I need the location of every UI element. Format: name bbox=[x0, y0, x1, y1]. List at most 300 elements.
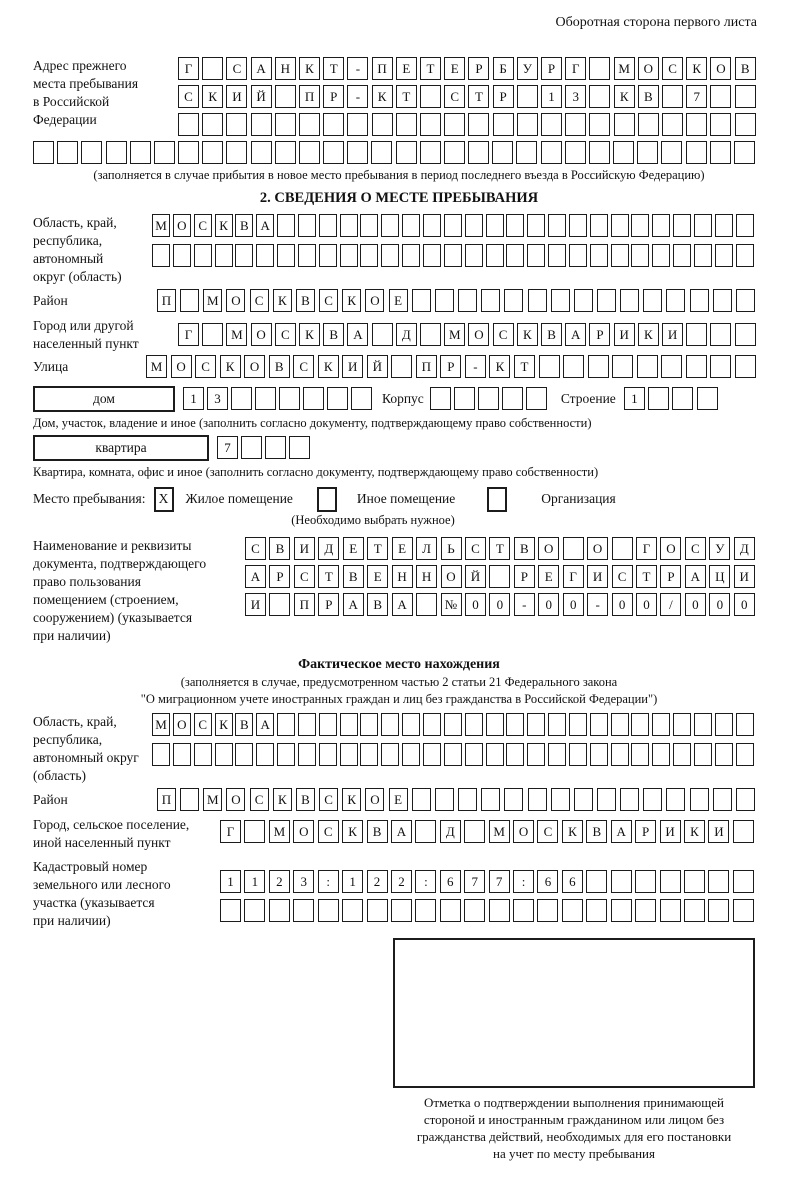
region-label bbox=[33, 214, 152, 286]
char-cell bbox=[638, 113, 659, 136]
label-line: республика, bbox=[33, 731, 103, 747]
char-cell: Й bbox=[465, 565, 486, 588]
char-cell: П bbox=[372, 57, 393, 80]
char-cell: К bbox=[342, 289, 361, 312]
apartment-word-box: квартира bbox=[33, 435, 209, 461]
char-cell bbox=[381, 713, 399, 736]
char-cell bbox=[492, 141, 513, 164]
char-cell bbox=[416, 593, 437, 616]
char-cell bbox=[180, 289, 199, 312]
char-cell bbox=[319, 214, 337, 237]
char-cell: К bbox=[318, 355, 339, 378]
char-cell bbox=[736, 788, 755, 811]
char-cell bbox=[733, 899, 754, 922]
char-cell: Р bbox=[318, 593, 339, 616]
char-cell: К bbox=[299, 57, 320, 80]
char-cell: 2 bbox=[391, 870, 412, 893]
char-cell bbox=[673, 743, 691, 766]
char-cell bbox=[735, 113, 756, 136]
char-cell: О bbox=[226, 289, 245, 312]
char-cell bbox=[279, 387, 300, 410]
char-cell bbox=[152, 244, 170, 267]
char-cell bbox=[710, 113, 731, 136]
char-cell: Е bbox=[389, 289, 408, 312]
char-cell bbox=[736, 713, 754, 736]
char-cell bbox=[504, 788, 523, 811]
char-cell bbox=[631, 244, 649, 267]
label-line: автономный округ bbox=[33, 749, 139, 765]
label-line: при наличии) bbox=[33, 912, 111, 928]
char-cell bbox=[465, 713, 483, 736]
char-cell bbox=[277, 244, 295, 267]
char-cell bbox=[340, 214, 358, 237]
char-cell bbox=[465, 214, 483, 237]
char-cell bbox=[710, 85, 731, 108]
char-cell: Л bbox=[416, 537, 437, 560]
label-line: гражданства действий, необходимых для его постановки bbox=[416, 1128, 732, 1144]
char-cell bbox=[611, 870, 632, 893]
char-cell bbox=[684, 899, 705, 922]
char-cell bbox=[613, 141, 634, 164]
char-cell: С bbox=[465, 537, 486, 560]
house-word-box: дом bbox=[33, 386, 175, 412]
char-cell: 0 bbox=[465, 593, 486, 616]
char-cell bbox=[548, 214, 566, 237]
region-block bbox=[33, 214, 765, 286]
char-cell bbox=[402, 713, 420, 736]
char-cell: В bbox=[541, 323, 562, 346]
char-cell: Р bbox=[660, 565, 681, 588]
char-cell: Г bbox=[565, 57, 586, 80]
char-cell bbox=[235, 244, 253, 267]
char-cell: В bbox=[735, 57, 756, 80]
char-cell: С bbox=[319, 289, 338, 312]
char-cell bbox=[152, 743, 170, 766]
char-cell bbox=[360, 214, 378, 237]
char-cell: А bbox=[251, 57, 272, 80]
char-cell: И bbox=[660, 820, 681, 843]
char-cell bbox=[708, 870, 729, 893]
char-cell: П bbox=[416, 355, 437, 378]
char-cell bbox=[528, 289, 547, 312]
char-cell bbox=[548, 743, 566, 766]
char-cell bbox=[220, 899, 241, 922]
district-row bbox=[157, 289, 755, 312]
char-cell bbox=[277, 214, 295, 237]
char-cell: О bbox=[365, 788, 384, 811]
char-cell bbox=[589, 113, 610, 136]
char-cell: Г bbox=[178, 323, 199, 346]
label-line: Адрес прежнего bbox=[33, 57, 127, 73]
char-cell bbox=[563, 537, 584, 560]
char-cell bbox=[684, 870, 705, 893]
char-cell: О bbox=[244, 355, 265, 378]
char-cell: М bbox=[489, 820, 510, 843]
char-cell: Г bbox=[178, 57, 199, 80]
char-cell bbox=[298, 244, 316, 267]
char-cell: К bbox=[686, 57, 707, 80]
char-cell bbox=[736, 743, 754, 766]
char-cell bbox=[694, 214, 712, 237]
prev-address-cells bbox=[178, 57, 756, 136]
char-cell bbox=[420, 323, 441, 346]
char-cell: Г bbox=[636, 537, 657, 560]
char-cell: - bbox=[347, 85, 368, 108]
char-cell bbox=[516, 141, 537, 164]
char-cell: - bbox=[587, 593, 608, 616]
char-cell bbox=[81, 141, 102, 164]
prev-address-row-2 bbox=[178, 85, 756, 108]
actual-district-label: Район bbox=[33, 791, 68, 807]
char-cell: С bbox=[294, 565, 315, 588]
char-cell: 1 bbox=[541, 85, 562, 108]
apartment-note: Квартира, комната, офис и иное (заполнить согласно документу, подтверждающему право собственности) bbox=[33, 464, 599, 479]
char-cell: М bbox=[146, 355, 167, 378]
house-note: Дом, участок, владение и иное (заполнить согласно документу, подтверждающему право собственности) bbox=[33, 415, 592, 430]
char-cell bbox=[736, 289, 755, 312]
char-cell bbox=[612, 537, 633, 560]
char-cell: 1 bbox=[220, 870, 241, 893]
char-cell: П bbox=[157, 289, 176, 312]
char-cell: - bbox=[347, 57, 368, 80]
char-cell bbox=[611, 899, 632, 922]
char-cell: К bbox=[489, 355, 510, 378]
char-cell bbox=[396, 141, 417, 164]
char-cell bbox=[481, 788, 500, 811]
char-cell bbox=[412, 289, 431, 312]
char-cell: С bbox=[178, 85, 199, 108]
char-cell: И bbox=[587, 565, 608, 588]
char-cell bbox=[256, 743, 274, 766]
char-cell bbox=[340, 743, 358, 766]
char-cell: В bbox=[296, 788, 315, 811]
char-cell bbox=[662, 85, 683, 108]
char-cell: О bbox=[468, 323, 489, 346]
char-cell: О bbox=[513, 820, 534, 843]
actual-location-subtitle bbox=[33, 674, 765, 708]
char-cell bbox=[178, 141, 199, 164]
char-cell bbox=[493, 113, 514, 136]
char-cell: 3 bbox=[293, 870, 314, 893]
char-cell bbox=[371, 141, 392, 164]
char-cell: А bbox=[392, 593, 413, 616]
char-cell: Р bbox=[269, 565, 290, 588]
char-cell bbox=[612, 355, 633, 378]
char-cell bbox=[489, 565, 510, 588]
char-cell bbox=[506, 214, 524, 237]
char-cell: М bbox=[226, 323, 247, 346]
char-cell: - bbox=[465, 355, 486, 378]
char-cell: А bbox=[565, 323, 586, 346]
char-cell bbox=[275, 141, 296, 164]
char-cell bbox=[635, 899, 656, 922]
char-cell bbox=[360, 743, 378, 766]
cadastral-cells bbox=[220, 870, 754, 922]
char-cell: Д bbox=[318, 537, 339, 560]
char-cell: 1 bbox=[342, 870, 363, 893]
char-cell bbox=[541, 113, 562, 136]
char-cell bbox=[372, 113, 393, 136]
char-cell: К bbox=[215, 214, 233, 237]
char-cell: Т bbox=[420, 57, 441, 80]
char-cell: А bbox=[611, 820, 632, 843]
char-cell bbox=[180, 788, 199, 811]
char-cell: О bbox=[251, 323, 272, 346]
korpus-cells bbox=[430, 387, 547, 410]
char-cell bbox=[303, 387, 324, 410]
char-cell bbox=[590, 244, 608, 267]
char-cell bbox=[735, 355, 756, 378]
char-cell bbox=[327, 387, 348, 410]
char-cell bbox=[381, 244, 399, 267]
char-cell: Е bbox=[367, 565, 388, 588]
char-cell bbox=[715, 214, 733, 237]
char-cell bbox=[569, 743, 587, 766]
char-cell bbox=[635, 870, 656, 893]
char-cell bbox=[489, 899, 510, 922]
char-cell: К bbox=[684, 820, 705, 843]
char-cell: Р bbox=[468, 57, 489, 80]
char-cell bbox=[513, 899, 534, 922]
char-cell: К bbox=[342, 788, 361, 811]
actual-city-label bbox=[33, 816, 220, 852]
apartment-row bbox=[33, 435, 765, 461]
char-cell bbox=[33, 141, 54, 164]
char-cell: И bbox=[614, 323, 635, 346]
char-cell bbox=[244, 820, 265, 843]
char-cell: К bbox=[372, 85, 393, 108]
char-cell: 0 bbox=[734, 593, 755, 616]
char-cell: О bbox=[171, 355, 192, 378]
char-cell: С bbox=[195, 355, 216, 378]
char-cell bbox=[574, 788, 593, 811]
char-cell: В bbox=[235, 214, 253, 237]
label-line: населенный пункт bbox=[33, 335, 139, 351]
char-cell bbox=[202, 57, 223, 80]
char-cell bbox=[347, 141, 368, 164]
char-cell: И bbox=[662, 323, 683, 346]
char-cell bbox=[541, 141, 562, 164]
char-cell bbox=[298, 214, 316, 237]
label-line: Город, сельское поселение, bbox=[33, 816, 190, 832]
char-cell: М bbox=[203, 788, 222, 811]
district-label: Район bbox=[33, 292, 68, 308]
char-cell bbox=[734, 141, 755, 164]
char-cell bbox=[713, 788, 732, 811]
char-cell bbox=[360, 244, 378, 267]
char-cell: А bbox=[685, 565, 706, 588]
char-cell bbox=[652, 214, 670, 237]
char-cell: Т bbox=[396, 85, 417, 108]
char-cell bbox=[589, 85, 610, 108]
char-cell bbox=[736, 244, 754, 267]
char-cell: С bbox=[537, 820, 558, 843]
char-cell bbox=[396, 113, 417, 136]
actual-location-title: Фактическое место нахождения bbox=[298, 656, 500, 672]
char-cell: А bbox=[245, 565, 266, 588]
char-cell bbox=[226, 113, 247, 136]
char-cell: Т bbox=[468, 85, 489, 108]
char-cell bbox=[381, 743, 399, 766]
char-cell bbox=[423, 713, 441, 736]
char-cell: 1 bbox=[624, 387, 645, 410]
document-row-2 bbox=[245, 565, 755, 588]
char-cell: С bbox=[493, 323, 514, 346]
char-cell: С bbox=[194, 214, 212, 237]
char-cell bbox=[468, 113, 489, 136]
char-cell: К bbox=[220, 355, 241, 378]
char-cell bbox=[226, 141, 247, 164]
char-cell: 0 bbox=[489, 593, 510, 616]
char-cell: С bbox=[245, 537, 266, 560]
prev-address-row-1 bbox=[178, 57, 756, 80]
char-cell: : bbox=[415, 870, 436, 893]
char-cell: - bbox=[514, 593, 535, 616]
char-cell: С bbox=[662, 57, 683, 80]
char-cell: О bbox=[365, 289, 384, 312]
document-block bbox=[33, 537, 765, 645]
char-cell bbox=[202, 323, 223, 346]
char-cell bbox=[694, 713, 712, 736]
char-cell bbox=[194, 244, 212, 267]
char-cell: Т bbox=[636, 565, 657, 588]
char-cell bbox=[733, 820, 754, 843]
char-cell bbox=[391, 899, 412, 922]
house-cells bbox=[183, 387, 372, 410]
char-cell: В bbox=[269, 355, 290, 378]
char-cell bbox=[611, 713, 629, 736]
char-cell: В bbox=[269, 537, 290, 560]
char-cell bbox=[611, 244, 629, 267]
char-cell bbox=[481, 289, 500, 312]
char-cell bbox=[652, 713, 670, 736]
char-cell bbox=[588, 355, 609, 378]
prev-address-note: (заполняется в случае прибытия в новое место пребывания в период последнего въезда в Российскую Федерацию) bbox=[93, 167, 705, 182]
char-cell: Й bbox=[367, 355, 388, 378]
char-cell: М bbox=[269, 820, 290, 843]
char-cell bbox=[106, 141, 127, 164]
char-cell bbox=[372, 323, 393, 346]
char-cell bbox=[686, 141, 707, 164]
char-cell bbox=[620, 788, 639, 811]
stay-type-label: Место пребывания: bbox=[33, 491, 146, 507]
house-row bbox=[33, 386, 765, 412]
region-cells bbox=[152, 214, 754, 267]
char-cell: Г bbox=[220, 820, 241, 843]
char-cell bbox=[686, 323, 707, 346]
char-cell: 0 bbox=[563, 593, 584, 616]
char-cell: О bbox=[538, 537, 559, 560]
city-label bbox=[33, 317, 178, 353]
char-cell bbox=[597, 788, 616, 811]
char-cell: 6 bbox=[562, 870, 583, 893]
char-cell bbox=[539, 355, 560, 378]
char-cell: К bbox=[342, 820, 363, 843]
char-cell bbox=[319, 713, 337, 736]
char-cell bbox=[506, 244, 524, 267]
char-cell bbox=[178, 113, 199, 136]
char-cell: К bbox=[202, 85, 223, 108]
char-cell bbox=[611, 214, 629, 237]
char-cell: Р bbox=[541, 57, 562, 80]
char-cell bbox=[381, 214, 399, 237]
label-line: Кадастровый номер bbox=[33, 858, 148, 874]
char-cell bbox=[435, 788, 454, 811]
char-cell bbox=[367, 899, 388, 922]
char-cell: С bbox=[685, 537, 706, 560]
char-cell bbox=[652, 244, 670, 267]
actual-city-row bbox=[220, 820, 754, 843]
char-cell bbox=[661, 355, 682, 378]
char-cell bbox=[666, 788, 685, 811]
char-cell bbox=[420, 113, 441, 136]
char-cell bbox=[444, 244, 462, 267]
char-cell bbox=[486, 713, 504, 736]
char-cell: П bbox=[299, 85, 320, 108]
label-line: (область) bbox=[33, 767, 87, 783]
char-cell bbox=[430, 387, 451, 410]
char-cell bbox=[299, 141, 320, 164]
char-cell: С bbox=[319, 788, 338, 811]
char-cell: М bbox=[203, 289, 222, 312]
city-block bbox=[33, 317, 765, 353]
char-cell bbox=[57, 141, 78, 164]
char-cell bbox=[517, 85, 538, 108]
char-cell bbox=[569, 713, 587, 736]
label-line: автономный bbox=[33, 250, 104, 266]
page-side-note: Оборотная сторона первого листа bbox=[555, 15, 757, 30]
char-cell bbox=[319, 743, 337, 766]
char-cell: О bbox=[710, 57, 731, 80]
char-cell bbox=[340, 713, 358, 736]
char-cell: А bbox=[256, 713, 274, 736]
char-cell bbox=[528, 788, 547, 811]
char-cell: А bbox=[391, 820, 412, 843]
char-cell: П bbox=[157, 788, 176, 811]
char-cell: Г bbox=[563, 565, 584, 588]
char-cell bbox=[686, 355, 707, 378]
char-cell: Д bbox=[440, 820, 461, 843]
char-cell bbox=[597, 289, 616, 312]
char-cell bbox=[340, 244, 358, 267]
char-cell bbox=[231, 387, 252, 410]
prev-address-label bbox=[33, 57, 178, 129]
char-cell: С bbox=[293, 355, 314, 378]
cadastral-row-2 bbox=[220, 899, 754, 922]
char-cell bbox=[255, 387, 276, 410]
document-label bbox=[33, 537, 245, 645]
char-cell bbox=[194, 743, 212, 766]
char-cell: У bbox=[517, 57, 538, 80]
char-cell: Д bbox=[396, 323, 417, 346]
char-cell: Р bbox=[514, 565, 535, 588]
char-cell bbox=[715, 244, 733, 267]
char-cell: О bbox=[638, 57, 659, 80]
char-cell: И bbox=[708, 820, 729, 843]
label-line: в Российской bbox=[33, 93, 110, 109]
char-cell bbox=[402, 214, 420, 237]
char-cell: 0 bbox=[538, 593, 559, 616]
char-cell bbox=[256, 244, 274, 267]
char-cell: Е bbox=[389, 788, 408, 811]
char-cell: В bbox=[367, 593, 388, 616]
char-cell bbox=[710, 355, 731, 378]
char-cell bbox=[444, 214, 462, 237]
char-cell: С bbox=[194, 713, 212, 736]
char-cell bbox=[527, 214, 545, 237]
char-cell bbox=[527, 713, 545, 736]
city-row bbox=[178, 323, 756, 346]
